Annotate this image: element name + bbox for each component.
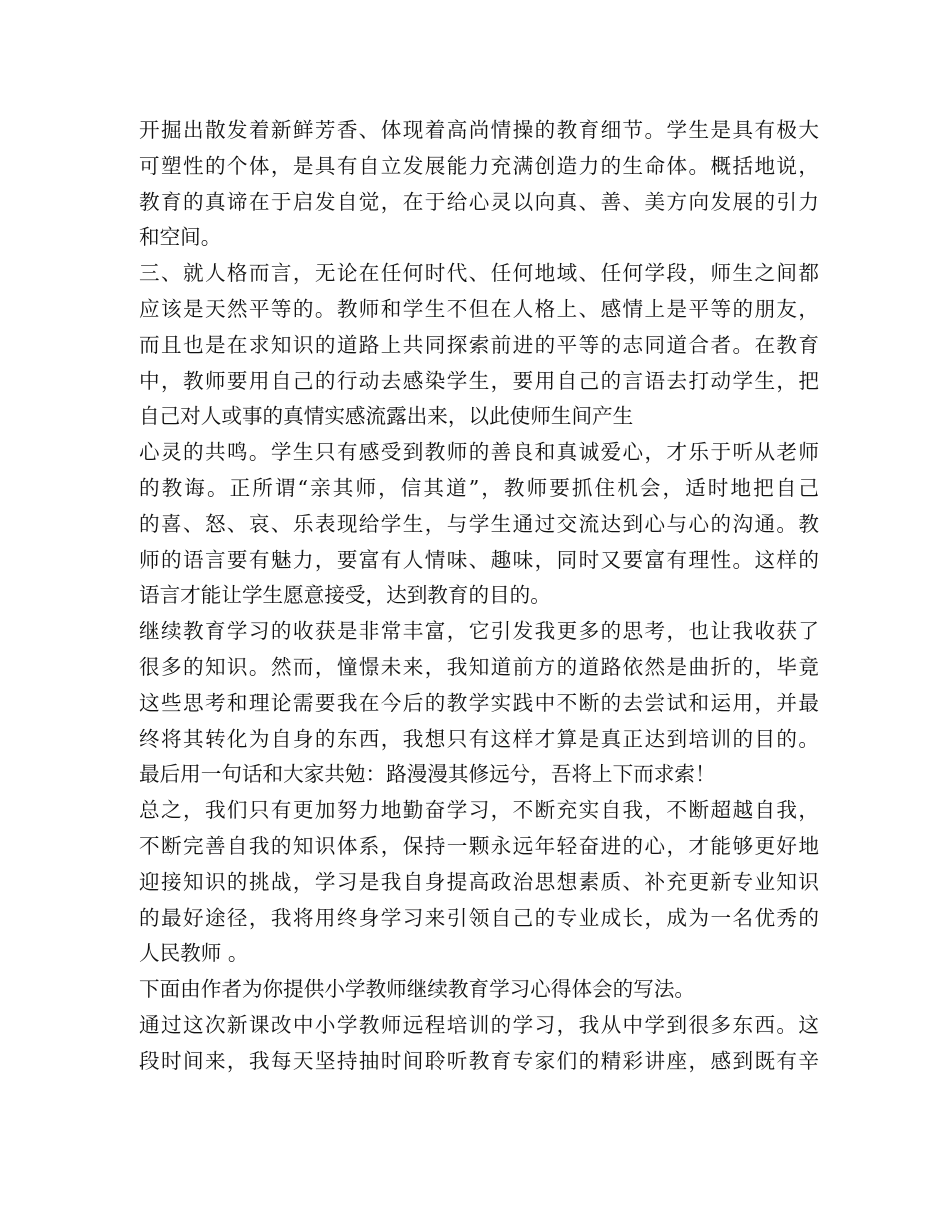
text-line: 最后用一句话和大家共勉：路漫漫其修远兮，吾将上下而求索！ bbox=[139, 762, 716, 787]
text-line: 通过这次新课改中小学教师远程培训的学习，我从中学到很多东西。这 bbox=[139, 1012, 819, 1037]
text-line: 的喜、怒、哀、乐表现给学生，与学生通过交流达到心与心的沟通。教 bbox=[139, 511, 819, 536]
text-line: 中，教师要用自己的行动去感染学生，要用自己的言语去打动学生，把 bbox=[139, 368, 819, 393]
text-line: 终将其转化为自身的东西，我想只有这样才算是真正达到培训的目的。 bbox=[139, 726, 819, 751]
text-line: 开掘出散发着新鲜芳香、体现着高尚情操的教育细节。学生是具有极大 bbox=[139, 118, 819, 142]
text-line: 不断完善自我的知识体系，保持一颗永远年轻奋进的心，才能够更好地 bbox=[139, 833, 819, 858]
text-line: 师的语言要有魅力，要富有人情味、趣味，同时又要富有理性。这样的 bbox=[139, 547, 819, 572]
text-line: 人民教师 。 bbox=[139, 941, 249, 966]
text-line: 迎接知识的挑战，学习是我自身提高政治思想素质、补充更新专业知识 bbox=[139, 869, 819, 894]
text-line: 很多的知识。然而，憧憬未来，我知道前方的道路依然是曲折的，毕竟 bbox=[139, 654, 819, 679]
text-line: 心灵的共鸣。学生只有感受到教师的善良和真诚爱心，才乐于听从老师 bbox=[139, 440, 819, 465]
text-line: 总之，我们只有更加努力地勤奋学习，不断充实自我，不断超越自我， bbox=[139, 798, 819, 823]
text-line: 下面由作者为你提供小学教师继续教育学习心得体会的写法。 bbox=[139, 977, 696, 1002]
text-line: 这些思考和理论需要我在今后的教学实践中不断的去尝试和运用，并最 bbox=[139, 690, 819, 715]
text-line: 和空间。 bbox=[139, 225, 222, 250]
text-line: 而且也是在求知识的道路上共同探索前进的平等的志同道合者。在教育 bbox=[139, 332, 819, 357]
text-line: 三、就人格而言，无论在任何时代、任何地域、任何学段，师生之间都 bbox=[139, 261, 819, 286]
text-line: 教育的真谛在于启发自觉，在于给心灵以向真、善、美方向发展的引力 bbox=[139, 189, 819, 214]
text-line: 的最好途径，我将用终身学习来引领自己的专业成长，成为一名优秀的 bbox=[139, 905, 819, 930]
text-line: 应该是天然平等的。教师和学生不但在人格上、感情上是平等的朋友， bbox=[139, 296, 819, 321]
text-line: 段时间来，我每天坚持抽时间聆听教育专家们的精彩讲座，感到既有辛 bbox=[139, 1048, 819, 1073]
text-line: 自己对人或事的真情实感流露出来，以此使师生间产生 bbox=[139, 404, 634, 429]
document-body bbox=[139, 113, 819, 1080]
text-line: 可塑性的个体，是具有自立发展能力充满创造力的生命体。概括地说， bbox=[139, 153, 819, 178]
text-line: 的教诲。正所谓“亲其师，信其道”，教师要抓住机会，适时地把自己 bbox=[139, 475, 819, 500]
text-line: 继续教育学习的收获是非常丰富，它引发我更多的思考，也让我收获了 bbox=[139, 619, 819, 644]
text-line: 语言才能让学生愿意接受，达到教育的目的。 bbox=[139, 583, 551, 608]
